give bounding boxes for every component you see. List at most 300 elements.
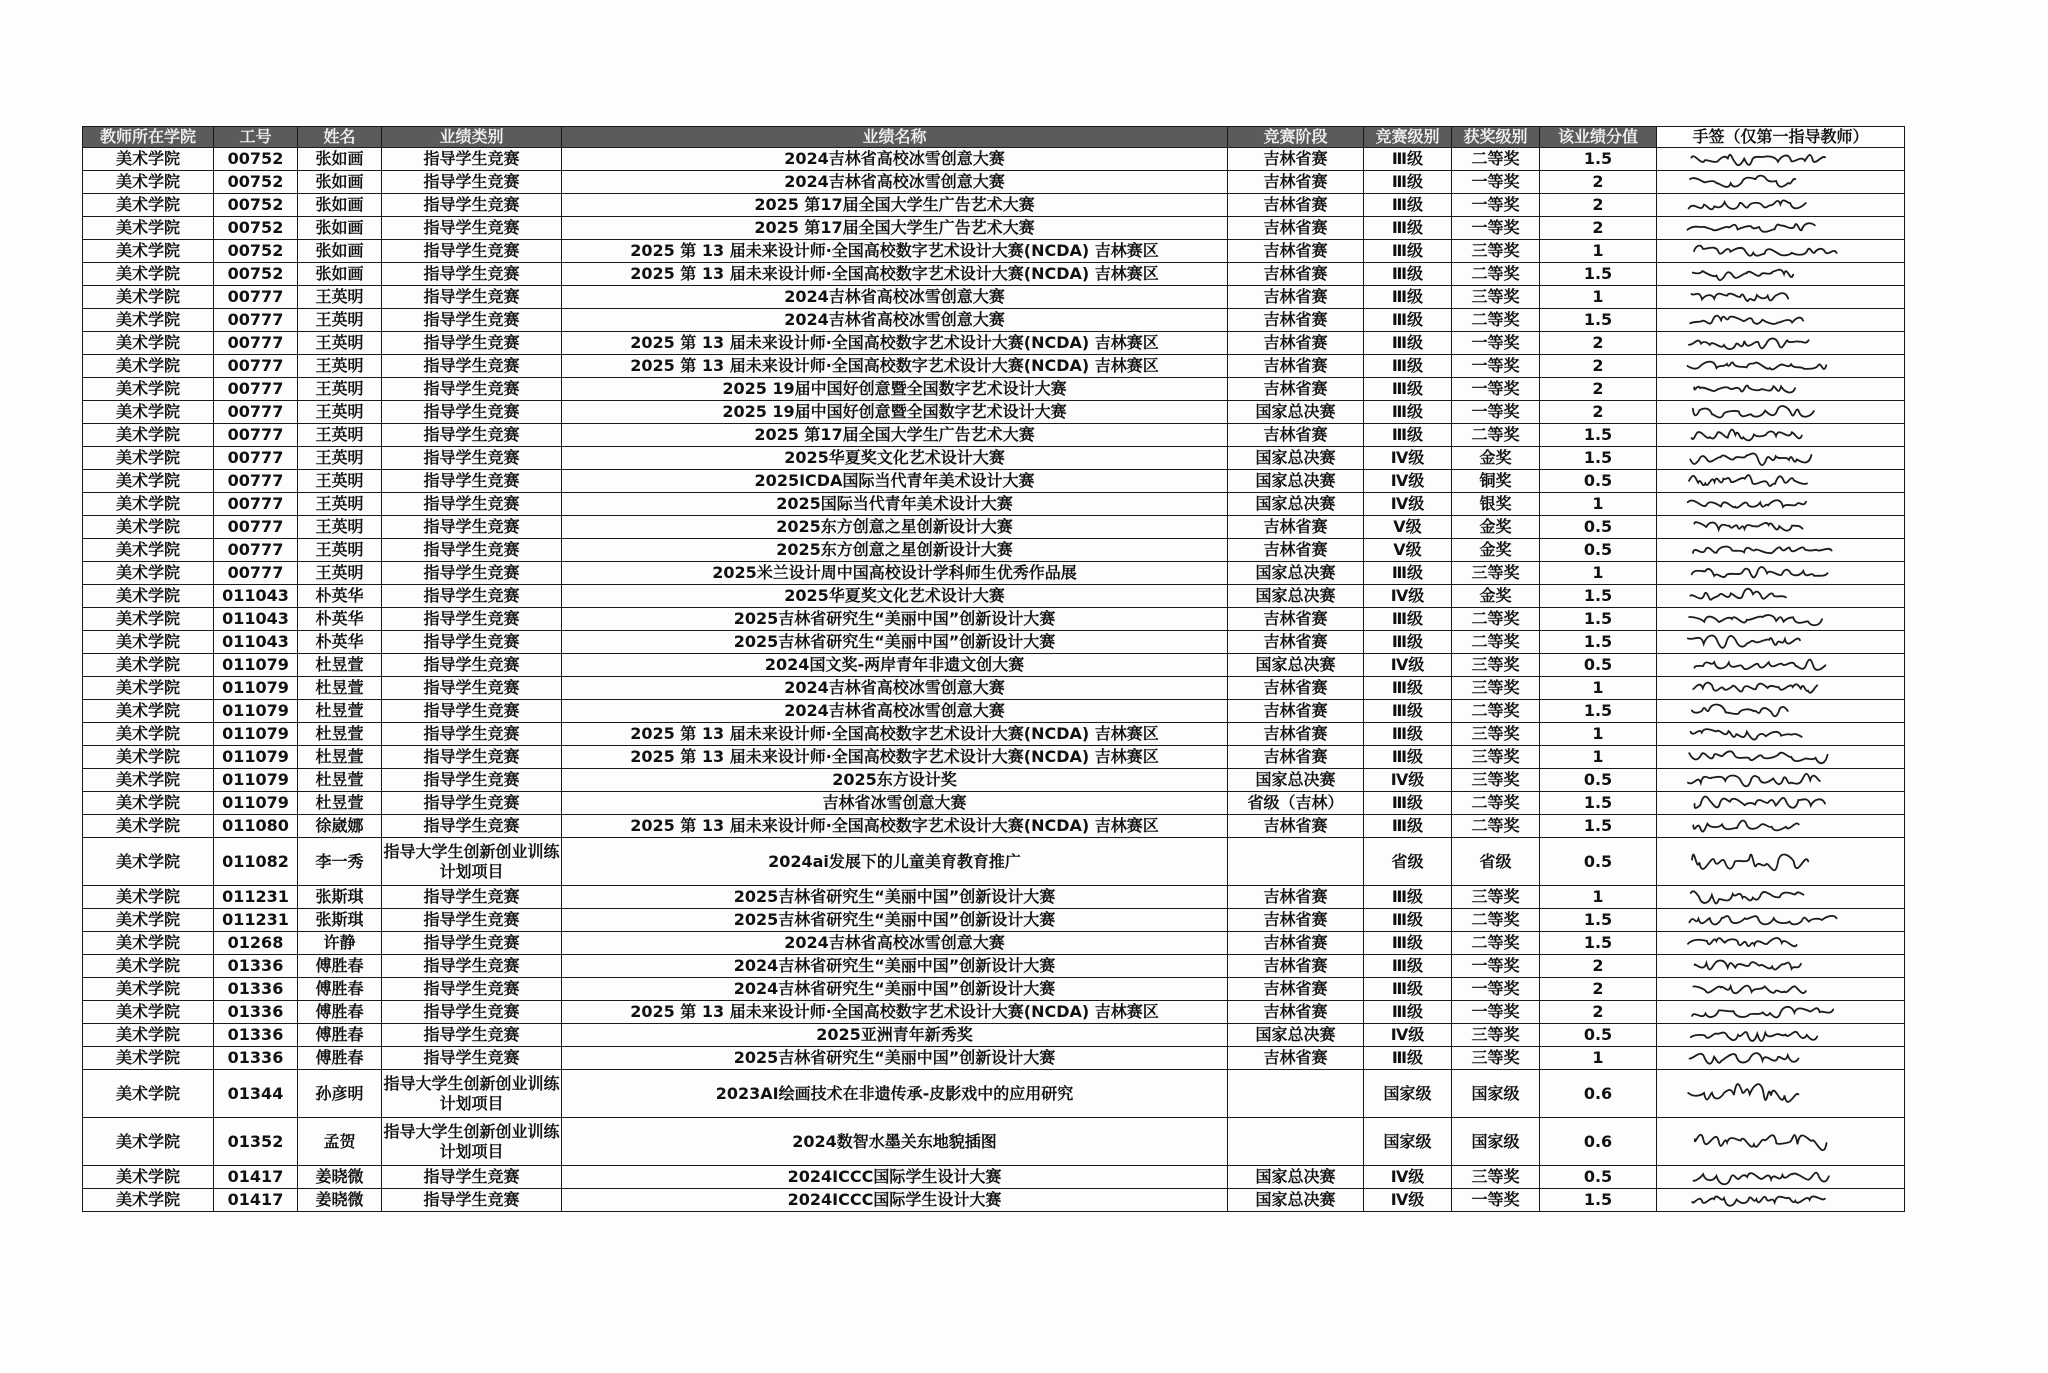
stage-cell: 吉林省赛 (1228, 516, 1364, 539)
category-cell: 指导学生竞赛 (382, 355, 562, 378)
handwritten-signature (1657, 148, 1905, 171)
award-cell: 国家级 (1452, 1070, 1540, 1118)
staff-id-cell: 00777 (214, 493, 298, 516)
signature-scribble-icon (1657, 1024, 1897, 1046)
score-cell: 0.5 (1540, 838, 1657, 886)
teacher-name-cell: 张如画 (298, 217, 382, 240)
category-cell: 指导学生竞赛 (382, 978, 562, 1001)
signature-scribble-icon (1657, 769, 1897, 791)
category-cell: 指导学生竞赛 (382, 746, 562, 769)
table-row (83, 585, 1905, 608)
level-cell: Ⅲ级 (1364, 1001, 1452, 1024)
teacher-name-cell: 姜晓微 (298, 1166, 382, 1189)
achievement-title-cell: 2025东方设计奖 (562, 769, 1228, 792)
award-cell: 一等奖 (1452, 217, 1540, 240)
level-cell: Ⅲ级 (1364, 171, 1452, 194)
col-header-award: 获奖级别 (1452, 127, 1540, 148)
level-cell: Ⅲ级 (1364, 1047, 1452, 1070)
staff-id-cell: 01336 (214, 978, 298, 1001)
score-cell: 1.5 (1540, 932, 1657, 955)
college-cell: 美术学院 (83, 309, 214, 332)
college-cell: 美术学院 (83, 332, 214, 355)
teacher-name-cell: 傅胜春 (298, 1024, 382, 1047)
score-cell: 0.6 (1540, 1070, 1657, 1118)
table-row (83, 263, 1905, 286)
level-cell: 国家级 (1364, 1118, 1452, 1166)
stage-cell: 吉林省赛 (1228, 631, 1364, 654)
award-cell: 省级 (1452, 838, 1540, 886)
award-cell: 三等奖 (1452, 562, 1540, 585)
award-cell: 三等奖 (1452, 769, 1540, 792)
table-row (83, 932, 1905, 955)
achievement-title-cell: 2024吉林省高校冰雪创意大赛 (562, 171, 1228, 194)
handwritten-signature (1657, 1001, 1905, 1024)
handwritten-signature (1657, 424, 1905, 447)
level-cell: Ⅲ级 (1364, 955, 1452, 978)
score-cell: 1 (1540, 562, 1657, 585)
score-cell: 1 (1540, 286, 1657, 309)
handwritten-signature (1657, 493, 1905, 516)
category-cell: 指导学生竞赛 (382, 631, 562, 654)
signature-scribble-icon (1657, 886, 1897, 908)
staff-id-cell: 011079 (214, 677, 298, 700)
award-cell: 一等奖 (1452, 1001, 1540, 1024)
college-cell: 美术学院 (83, 746, 214, 769)
category-cell: 指导学生竞赛 (382, 539, 562, 562)
college-cell: 美术学院 (83, 240, 214, 263)
score-cell: 0.5 (1540, 1166, 1657, 1189)
level-cell: Ⅲ级 (1364, 355, 1452, 378)
award-cell: 二等奖 (1452, 263, 1540, 286)
staff-id-cell: 011079 (214, 700, 298, 723)
achievement-title-cell: 2025 第 13 届未来设计师·全国高校数字艺术设计大赛(NCDA) 吉林赛区 (562, 815, 1228, 838)
handwritten-signature (1657, 909, 1905, 932)
category-cell: 指导学生竞赛 (382, 309, 562, 332)
category-cell: 指导学生竞赛 (382, 1189, 562, 1212)
award-cell: 一等奖 (1452, 332, 1540, 355)
score-cell: 1.5 (1540, 585, 1657, 608)
teacher-name-cell: 王英明 (298, 286, 382, 309)
score-cell: 1 (1540, 886, 1657, 909)
staff-id-cell: 011043 (214, 585, 298, 608)
table-row (83, 909, 1905, 932)
staff-id-cell: 011079 (214, 723, 298, 746)
signature-scribble-icon (1657, 148, 1897, 170)
award-cell: 三等奖 (1452, 654, 1540, 677)
category-cell: 指导学生竞赛 (382, 286, 562, 309)
achievement-title-cell: 2025 第 13 届未来设计师·全国高校数字艺术设计大赛(NCDA) 吉林赛区 (562, 723, 1228, 746)
signature-scribble-icon (1657, 217, 1897, 239)
signature-scribble-icon (1657, 815, 1897, 837)
handwritten-signature (1657, 700, 1905, 723)
staff-id-cell: 00777 (214, 539, 298, 562)
stage-cell (1228, 1118, 1364, 1166)
score-cell: 0.5 (1540, 539, 1657, 562)
score-cell: 2 (1540, 401, 1657, 424)
award-cell: 金奖 (1452, 447, 1540, 470)
handwritten-signature (1657, 1166, 1905, 1189)
signature-scribble-icon (1657, 746, 1897, 768)
award-cell: 一等奖 (1452, 194, 1540, 217)
table-row (83, 769, 1905, 792)
category-cell: 指导学生竞赛 (382, 654, 562, 677)
stage-cell: 国家总决赛 (1228, 585, 1364, 608)
handwritten-signature (1657, 978, 1905, 1001)
table-row (83, 1118, 1905, 1166)
score-cell: 1.5 (1540, 424, 1657, 447)
teacher-name-cell: 杜昱萱 (298, 654, 382, 677)
achievement-title-cell: 2024吉林省高校冰雪创意大赛 (562, 286, 1228, 309)
teacher-name-cell: 朴英华 (298, 631, 382, 654)
teacher-name-cell: 杜昱萱 (298, 677, 382, 700)
achievement-title-cell: 2025华夏奖文化艺术设计大赛 (562, 447, 1228, 470)
teacher-name-cell: 杜昱萱 (298, 723, 382, 746)
handwritten-signature (1657, 240, 1905, 263)
teacher-name-cell: 傅胜春 (298, 978, 382, 1001)
staff-id-cell: 011079 (214, 792, 298, 815)
score-cell: 1.5 (1540, 263, 1657, 286)
achievement-title-cell: 2024吉林省高校冰雪创意大赛 (562, 309, 1228, 332)
achievement-title-cell: 2025东方创意之星创新设计大赛 (562, 516, 1228, 539)
category-cell: 指导学生竞赛 (382, 148, 562, 171)
teacher-name-cell: 王英明 (298, 309, 382, 332)
achievement-title-cell: 2024ICCC国际学生设计大赛 (562, 1166, 1228, 1189)
achievement-title-cell: 2025吉林省研究生“美丽中国”创新设计大赛 (562, 886, 1228, 909)
category-cell: 指导学生竞赛 (382, 447, 562, 470)
stage-cell: 国家总决赛 (1228, 470, 1364, 493)
stage-cell: 国家总决赛 (1228, 401, 1364, 424)
handwritten-signature (1657, 792, 1905, 815)
level-cell: Ⅲ级 (1364, 932, 1452, 955)
table-row (83, 723, 1905, 746)
handwritten-signature (1657, 723, 1905, 746)
signature-scribble-icon (1657, 263, 1897, 285)
achievement-title-cell: 2025吉林省研究生“美丽中国”创新设计大赛 (562, 1047, 1228, 1070)
col-header-category: 业绩类别 (382, 127, 562, 148)
award-cell: 二等奖 (1452, 631, 1540, 654)
award-cell: 三等奖 (1452, 746, 1540, 769)
award-cell: 二等奖 (1452, 909, 1540, 932)
staff-id-cell: 011079 (214, 769, 298, 792)
handwritten-signature (1657, 955, 1905, 978)
score-cell: 1 (1540, 677, 1657, 700)
category-cell: 指导学生竞赛 (382, 401, 562, 424)
signature-scribble-icon (1657, 654, 1897, 676)
table-row (83, 194, 1905, 217)
stage-cell: 吉林省赛 (1228, 608, 1364, 631)
handwritten-signature (1657, 470, 1905, 493)
award-cell: 一等奖 (1452, 955, 1540, 978)
achievement-title-cell: 2025国际当代青年美术设计大赛 (562, 493, 1228, 516)
award-cell: 二等奖 (1452, 424, 1540, 447)
score-cell: 1.5 (1540, 148, 1657, 171)
staff-id-cell: 00752 (214, 240, 298, 263)
stage-cell: 吉林省赛 (1228, 148, 1364, 171)
table-body (83, 148, 1905, 1212)
college-cell: 美术学院 (83, 470, 214, 493)
signature-scribble-icon (1657, 909, 1897, 931)
category-cell: 指导学生竞赛 (382, 240, 562, 263)
score-cell: 1.5 (1540, 815, 1657, 838)
level-cell: Ⅳ级 (1364, 1024, 1452, 1047)
award-cell: 国家级 (1452, 1118, 1540, 1166)
achievement-title-cell: 2025 第 13 届未来设计师·全国高校数字艺术设计大赛(NCDA) 吉林赛区 (562, 240, 1228, 263)
level-cell: Ⅲ级 (1364, 240, 1452, 263)
achievement-title-cell: 2025 第 13 届未来设计师·全国高校数字艺术设计大赛(NCDA) 吉林赛区 (562, 1001, 1228, 1024)
teacher-name-cell: 王英明 (298, 332, 382, 355)
achievement-title-cell: 2024吉林省高校冰雪创意大赛 (562, 932, 1228, 955)
award-cell: 一等奖 (1452, 401, 1540, 424)
stage-cell: 国家总决赛 (1228, 493, 1364, 516)
level-cell: Ⅲ级 (1364, 332, 1452, 355)
category-cell: 指导学生竞赛 (382, 332, 562, 355)
signature-scribble-icon (1657, 240, 1897, 262)
award-cell: 一等奖 (1452, 355, 1540, 378)
handwritten-signature (1657, 263, 1905, 286)
staff-id-cell: 00777 (214, 286, 298, 309)
achievement-title-cell: 2025东方创意之星创新设计大赛 (562, 539, 1228, 562)
achievement-table (82, 126, 1905, 1212)
signature-scribble-icon (1657, 447, 1897, 469)
stage-cell: 国家总决赛 (1228, 1024, 1364, 1047)
teacher-name-cell: 姜晓微 (298, 1189, 382, 1212)
staff-id-cell: 011082 (214, 838, 298, 886)
table-row (83, 978, 1905, 1001)
staff-id-cell: 011231 (214, 909, 298, 932)
table-row (83, 424, 1905, 447)
score-cell: 1.5 (1540, 631, 1657, 654)
award-cell: 二等奖 (1452, 932, 1540, 955)
category-cell: 指导学生竞赛 (382, 424, 562, 447)
table-row (83, 886, 1905, 909)
award-cell: 一等奖 (1452, 378, 1540, 401)
level-cell: Ⅲ级 (1364, 631, 1452, 654)
table-row (83, 217, 1905, 240)
score-cell: 0.5 (1540, 769, 1657, 792)
teacher-name-cell: 王英明 (298, 562, 382, 585)
stage-cell: 吉林省赛 (1228, 909, 1364, 932)
score-cell: 2 (1540, 171, 1657, 194)
category-cell: 指导学生竞赛 (382, 677, 562, 700)
category-cell: 指导大学生创新创业训练计划项目 (382, 1070, 562, 1118)
table-row (83, 654, 1905, 677)
handwritten-signature (1657, 1118, 1905, 1166)
college-cell: 美术学院 (83, 378, 214, 401)
category-cell: 指导学生竞赛 (382, 1001, 562, 1024)
score-cell: 1.5 (1540, 792, 1657, 815)
award-cell: 三等奖 (1452, 1047, 1540, 1070)
category-cell: 指导学生竞赛 (382, 217, 562, 240)
teacher-name-cell: 张斯琪 (298, 886, 382, 909)
signature-scribble-icon (1657, 792, 1897, 814)
level-cell: Ⅲ级 (1364, 792, 1452, 815)
level-cell: Ⅴ级 (1364, 539, 1452, 562)
stage-cell: 吉林省赛 (1228, 1001, 1364, 1024)
table-row (83, 631, 1905, 654)
award-cell: 二等奖 (1452, 608, 1540, 631)
table-row (83, 677, 1905, 700)
staff-id-cell: 00777 (214, 470, 298, 493)
college-cell: 美术学院 (83, 562, 214, 585)
category-cell: 指导学生竞赛 (382, 263, 562, 286)
signature-scribble-icon (1657, 424, 1897, 446)
score-cell: 0.5 (1540, 654, 1657, 677)
signature-scribble-icon (1657, 1072, 1897, 1116)
table-row (83, 1189, 1905, 1212)
stage-cell: 吉林省赛 (1228, 286, 1364, 309)
college-cell: 美术学院 (83, 838, 214, 886)
signature-scribble-icon (1657, 332, 1897, 354)
stage-cell: 吉林省赛 (1228, 171, 1364, 194)
staff-id-cell: 00777 (214, 401, 298, 424)
award-cell: 三等奖 (1452, 886, 1540, 909)
teacher-name-cell: 王英明 (298, 355, 382, 378)
teacher-name-cell: 杜昱萱 (298, 769, 382, 792)
award-cell: 三等奖 (1452, 1166, 1540, 1189)
level-cell: Ⅳ级 (1364, 654, 1452, 677)
table-row (83, 1070, 1905, 1118)
teacher-name-cell: 王英明 (298, 378, 382, 401)
score-cell: 1.5 (1540, 447, 1657, 470)
table-row (83, 700, 1905, 723)
level-cell: Ⅲ级 (1364, 424, 1452, 447)
table-row (83, 1166, 1905, 1189)
staff-id-cell: 01344 (214, 1070, 298, 1118)
table-row (83, 286, 1905, 309)
category-cell: 指导学生竞赛 (382, 585, 562, 608)
achievement-title-cell: 2025吉林省研究生“美丽中国”创新设计大赛 (562, 909, 1228, 932)
award-cell: 三等奖 (1452, 240, 1540, 263)
achievement-title-cell: 2024国文奖-两岸青年非遗文创大赛 (562, 654, 1228, 677)
achievement-title-cell: 2025 19届中国好创意暨全国数字艺术设计大赛 (562, 378, 1228, 401)
college-cell: 美术学院 (83, 909, 214, 932)
achievement-title-cell: 2025 第17届全国大学生广告艺术大赛 (562, 217, 1228, 240)
college-cell: 美术学院 (83, 585, 214, 608)
award-cell: 金奖 (1452, 585, 1540, 608)
achievement-title-cell: 2025吉林省研究生“美丽中国”创新设计大赛 (562, 631, 1228, 654)
level-cell: 省级 (1364, 838, 1452, 886)
level-cell: Ⅲ级 (1364, 562, 1452, 585)
college-cell: 美术学院 (83, 932, 214, 955)
college-cell: 美术学院 (83, 355, 214, 378)
table-row (83, 815, 1905, 838)
score-cell: 2 (1540, 955, 1657, 978)
score-cell: 2 (1540, 978, 1657, 1001)
staff-id-cell: 01268 (214, 932, 298, 955)
level-cell: Ⅲ级 (1364, 886, 1452, 909)
achievement-title-cell: 2024ai发展下的儿童美育教育推广 (562, 838, 1228, 886)
table-row (83, 309, 1905, 332)
stage-cell: 吉林省赛 (1228, 955, 1364, 978)
teacher-name-cell: 王英明 (298, 447, 382, 470)
level-cell: Ⅲ级 (1364, 378, 1452, 401)
staff-id-cell: 011080 (214, 815, 298, 838)
handwritten-signature (1657, 355, 1905, 378)
signature-scribble-icon (1657, 470, 1897, 492)
category-cell: 指导学生竞赛 (382, 378, 562, 401)
college-cell: 美术学院 (83, 1047, 214, 1070)
category-cell: 指导学生竞赛 (382, 470, 562, 493)
teacher-name-cell: 许静 (298, 932, 382, 955)
teacher-name-cell: 张如画 (298, 148, 382, 171)
signature-scribble-icon (1657, 677, 1897, 699)
college-cell: 美术学院 (83, 700, 214, 723)
signature-scribble-icon (1657, 1001, 1897, 1023)
college-cell: 美术学院 (83, 148, 214, 171)
level-cell: Ⅳ级 (1364, 769, 1452, 792)
category-cell: 指导学生竞赛 (382, 932, 562, 955)
award-cell: 二等奖 (1452, 815, 1540, 838)
score-cell: 1.5 (1540, 700, 1657, 723)
staff-id-cell: 01336 (214, 955, 298, 978)
staff-id-cell: 011231 (214, 886, 298, 909)
category-cell: 指导学生竞赛 (382, 493, 562, 516)
table-row (83, 1047, 1905, 1070)
stage-cell: 国家总决赛 (1228, 654, 1364, 677)
score-cell: 1.5 (1540, 608, 1657, 631)
college-cell: 美术学院 (83, 886, 214, 909)
achievement-title-cell: 2023AI绘画技术在非遗传承-皮影戏中的应用研究 (562, 1070, 1228, 1118)
staff-id-cell: 00777 (214, 378, 298, 401)
signature-scribble-icon (1657, 493, 1897, 515)
signature-scribble-icon (1657, 1120, 1897, 1164)
level-cell: Ⅳ级 (1364, 447, 1452, 470)
handwritten-signature (1657, 746, 1905, 769)
stage-cell: 吉林省赛 (1228, 539, 1364, 562)
stage-cell (1228, 1070, 1364, 1118)
achievement-title-cell: 2024吉林省研究生“美丽中国”创新设计大赛 (562, 978, 1228, 1001)
handwritten-signature (1657, 378, 1905, 401)
table-row (83, 608, 1905, 631)
category-cell: 指导学生竞赛 (382, 815, 562, 838)
col-header-title: 业绩名称 (562, 127, 1228, 148)
table-row (83, 332, 1905, 355)
level-cell: Ⅲ级 (1364, 978, 1452, 1001)
handwritten-signature (1657, 769, 1905, 792)
college-cell: 美术学院 (83, 516, 214, 539)
handwritten-signature (1657, 309, 1905, 332)
stage-cell: 吉林省赛 (1228, 263, 1364, 286)
score-cell: 1 (1540, 723, 1657, 746)
signature-scribble-icon (1657, 700, 1897, 722)
teacher-name-cell: 张斯琪 (298, 909, 382, 932)
handwritten-signature (1657, 1047, 1905, 1070)
staff-id-cell: 00777 (214, 332, 298, 355)
teacher-name-cell: 王英明 (298, 470, 382, 493)
level-cell: 国家级 (1364, 1070, 1452, 1118)
college-cell: 美术学院 (83, 1070, 214, 1118)
achievement-title-cell: 2025 第 13 届未来设计师·全国高校数字艺术设计大赛(NCDA) 吉林赛区 (562, 746, 1228, 769)
staff-id-cell: 00752 (214, 263, 298, 286)
category-cell: 指导学生竞赛 (382, 171, 562, 194)
table-row (83, 240, 1905, 263)
handwritten-signature (1657, 1024, 1905, 1047)
college-cell: 美术学院 (83, 654, 214, 677)
staff-id-cell: 00777 (214, 447, 298, 470)
handwritten-signature (1657, 838, 1905, 886)
stage-cell: 吉林省赛 (1228, 978, 1364, 1001)
signature-scribble-icon (1657, 1047, 1897, 1069)
college-cell: 美术学院 (83, 723, 214, 746)
staff-id-cell: 011079 (214, 746, 298, 769)
score-cell: 1 (1540, 493, 1657, 516)
signature-scribble-icon (1657, 378, 1897, 400)
stage-cell: 吉林省赛 (1228, 332, 1364, 355)
signature-scribble-icon (1657, 932, 1897, 954)
handwritten-signature (1657, 332, 1905, 355)
level-cell: Ⅲ级 (1364, 217, 1452, 240)
table-row (83, 470, 1905, 493)
